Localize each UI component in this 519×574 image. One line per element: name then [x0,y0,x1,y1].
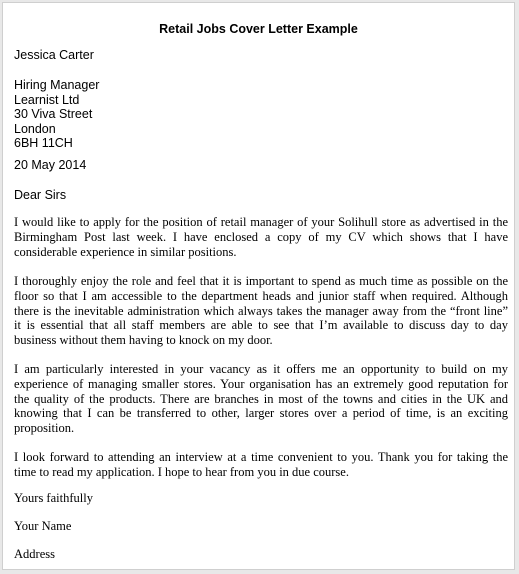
signature-address: Address [14,547,55,561]
paragraph-3 [14,362,508,436]
paragraph-line: considerable experience in similar positions. [14,244,237,259]
recipient-line: Learnist Ltd [14,92,80,107]
signature-name: Your Name [14,519,72,533]
paragraph-line: business without them having to knock on my door. [14,333,273,348]
recipient-line: 6BH 11CH [14,136,73,151]
recipient-line: London [14,121,56,136]
paragraph-line: floor so that I am accessible to the department heads and junior staff when required. Although [14,288,508,303]
letter-date: 20 May 2014 [14,158,87,172]
recipient-line: 30 Viva Street [14,107,93,122]
paragraph-line: there is the inevitable administration which always takes the manager away from the “front line” [14,303,508,318]
salutation: Dear Sirs [14,188,67,202]
recipient-address [14,78,509,151]
paragraph-line: experience of managing smaller stores. Your organisation has an extremely good reputation for [14,376,508,391]
paragraph-line: the quality of the products. There are branches in most of the towns and cities in the UK and [14,391,508,406]
paragraph-line: Birmingham Post last week. I have enclosed a copy of my CV which shows that I have [14,229,508,244]
paragraph-4 [14,450,508,480]
paragraph-line: knowing that I can be transferred to other, larger stores over a period of time, is an exciting [14,406,508,421]
paragraph-2 [14,274,508,348]
recipient-line: Hiring Manager [14,78,100,92]
paragraph-line: I look forward to attending an interview at a time convenient to you. Thank you for taking the [14,450,508,464]
paragraph-line: I am particularly interested in your vacancy as it offers me an opportunity to build on my [14,362,508,376]
letter-page [2,2,515,570]
letter-title: Retail Jobs Cover Letter Example [159,22,358,36]
paragraph-line: I thoroughly enjoy the role and feel that it is important to spend as much time as possible on the [14,274,508,288]
paragraph-line: it is essential that all staff members are able to see that I’m available to discuss day to day [14,318,508,333]
paragraph-line: time to read my application. I hope to hear from you in due course. [14,464,349,479]
sender-name: Jessica Carter [14,48,94,62]
closing: Yours faithfully [14,491,93,505]
paragraph-line: proposition. [14,421,75,436]
paragraph-1 [14,215,508,259]
paragraph-line: I would like to apply for the position of retail manager of your Solihull store as advertised in the [14,215,508,229]
